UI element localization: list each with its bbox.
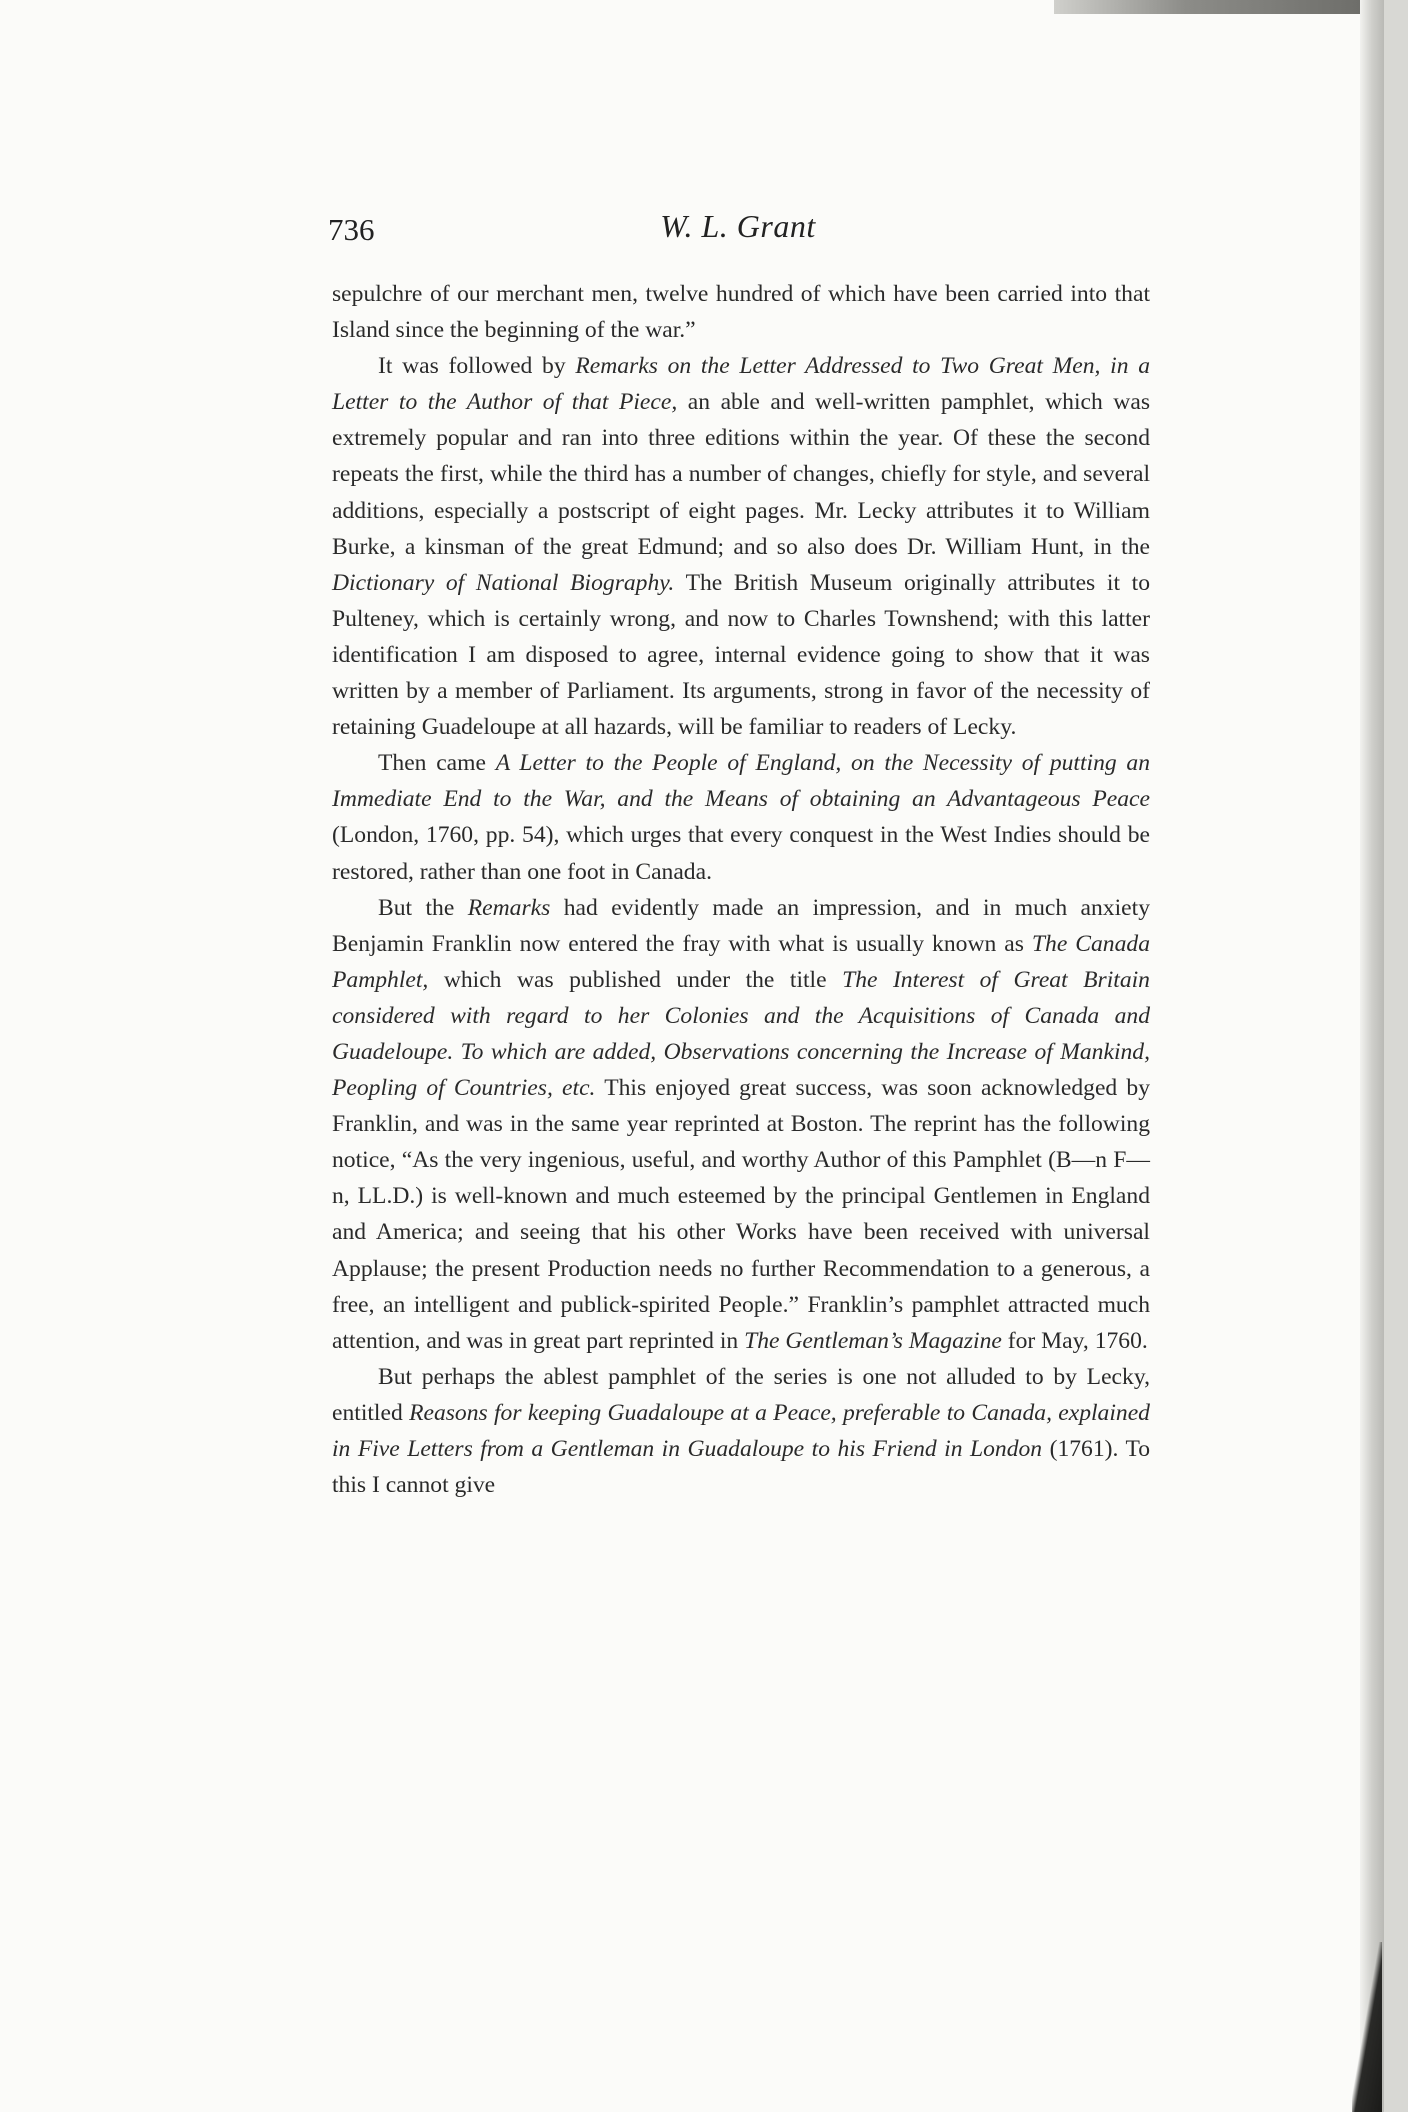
italic-title-text: A Letter to the People of England, on the Necessity of putting an Immediate End to the War, and the Means of obtaining an Advantageous Peace [332, 750, 1151, 813]
body-text [332, 276, 1150, 1503]
italic-title-text: The Interest of Great Britain considered with regard to her Colonies and the Acquisitions of Canada and Guadeloupe. To which are added, Observations concerning the Increase of Mankind, Peopling of Countries, etc. [332, 966, 1150, 1102]
running-title: W. L. Grant [660, 208, 816, 244]
page-number: 736 [328, 212, 375, 247]
italic-title-text: Reasons for keeping Guadaloupe at a Peace, preferable to Canada, explained in Five Letters from a Gentleman in Guadaloupe to his Friend in London [332, 1399, 1150, 1462]
italic-title-text: Dictionary of National Biography. [332, 569, 675, 596]
body-text-run: (1761). To this I cannot give [332, 1436, 1150, 1499]
paragraph [332, 348, 1150, 745]
body-text-run: had evidently made an impression, and in much anxiety Benjamin Franklin now entered the fray with what is usually known as [332, 894, 1150, 957]
body-text-run: Then came [378, 750, 496, 777]
scan-edge-top [1054, 0, 1384, 14]
body-text-run: But perhaps the ablest pamphlet of the series is one not alluded to by Lecky, entitled [332, 1363, 1150, 1426]
body-text-run: which was published under the title [428, 966, 843, 993]
paragraph [332, 276, 1150, 348]
paragraph [332, 890, 1150, 1359]
running-head [328, 208, 1148, 252]
body-text-run: But the [378, 894, 468, 921]
body-text-run: an able and well-written pamphlet, which was extremely popular and ran into three editions within the year. Of these the second repeats the first, while the third has a number of changes, chiefly for style, and several additions, especially a postscript of eight pages. Mr. Lecky attributes it to William Burke, a kinsman of the great Edmund; and so also does Dr. William Hunt, in the [332, 389, 1151, 560]
italic-title-text: Remarks [467, 894, 551, 921]
italic-title-text: The Gentleman’s Magazine [744, 1327, 1002, 1354]
body-text-run: for May, 1760. [1001, 1327, 1148, 1354]
body-text-run: The British Museum originally attributes it to Pulteney, which is certainly wrong, and now to Charles Townshend; with this latter identification I am disposed to agree, internal evidence going to show that it was written by a member of Parliament. Its arguments, strong in favor of the necessity of retaining Guadeloupe at all hazards, will be familiar to readers of Lecky. [332, 569, 1151, 741]
italic-title-text: Remarks on the Letter Addressed to Two Great Men, in a Letter to the Author of that Piece, [332, 353, 1150, 416]
italic-title-text: The Canada Pamphlet, [332, 930, 1150, 993]
body-text-run: (London, 1760, pp. 54), which urges that every conquest in the West Indies should be restored, rather than one foot in Canada. [332, 822, 1150, 885]
scan-edge-right [1360, 0, 1384, 2112]
body-text-run: It was followed by [378, 353, 576, 380]
paragraph [332, 1359, 1150, 1503]
body-text-run: This enjoyed great success, was soon acknowledged by Franklin, and was in the same year reprinted at Boston. The reprint has the following notice, “As the very ingenious, useful, and worthy Author of this Pamphlet (B—n F—n, LL.D.) is well-known and much esteemed by the principal Gentlemen in England and America; and seeing that his other Works have been received with universal Applause; the present Production needs no further Recommendation to a generous, a free, an intelligent and publick-spirited People.” Franklin’s pamphlet attracted much attention, and was in great part reprinted in [332, 1075, 1150, 1354]
binding-shadow [1352, 1942, 1382, 2112]
paragraph [332, 745, 1150, 889]
body-text-run: sepulchre of our merchant men, twelve hundred of which have been carried into that Island since the beginning of the war.” [332, 281, 1150, 344]
